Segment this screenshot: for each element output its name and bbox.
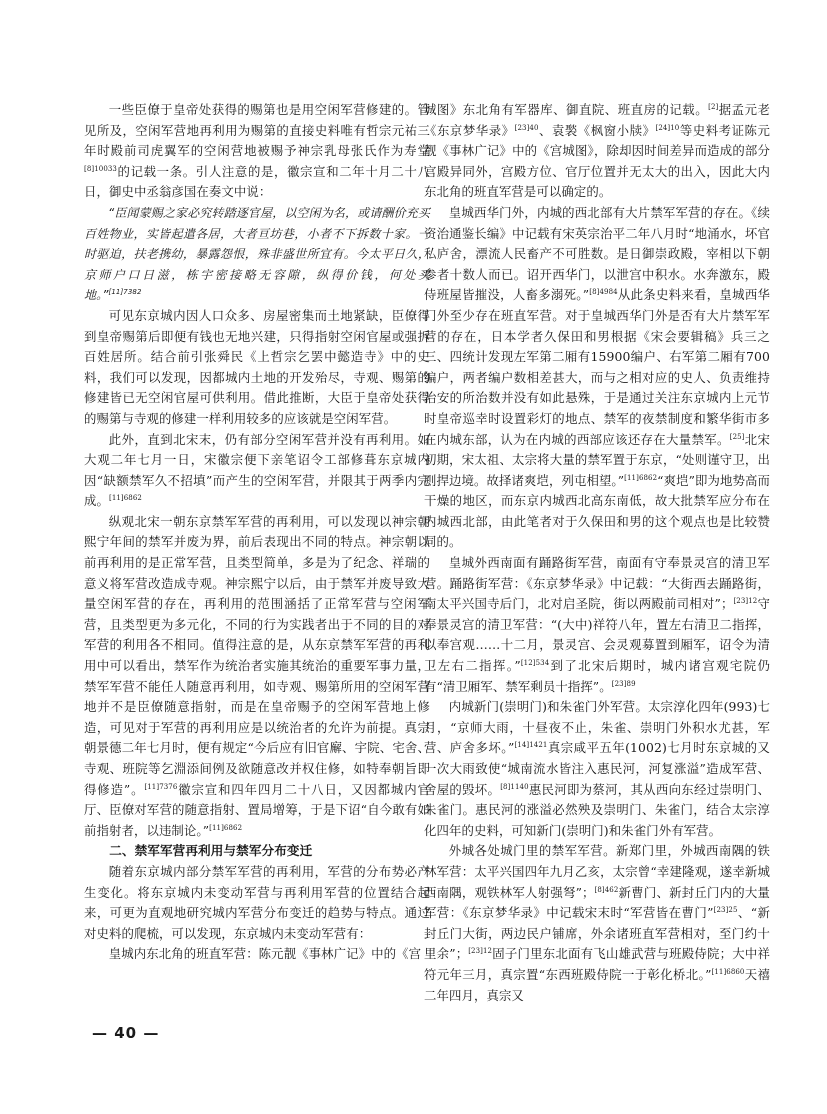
body-text: 守奉景灵宫的清卫军营：“(大中)祥符八年，置左右清卫二指挥，以奉宫观……十二月，景灵宫、会灵观募置到厢军，诏令为清卫左右二指挥。” (424, 596, 770, 674)
block-quote (84, 203, 430, 306)
citation-ref: [11]6862 (624, 473, 658, 482)
body-text: 固子门里东北面有飞山雄武营与班殿侍院；大中祥符元年三月，真宗置“东西班殿侍院一于彰化桥北。” (424, 946, 770, 982)
body-text: 从此条史料来看，皇城西华门外至少存在班直军营。对于皇城西华门外是否有大片禁军军营的存在，日本学者久保田和男根据《宋会要辑稿》兵三之三、四统计发现左军第二厢有15900编户、右军第二厢有700编户，两者编户数相差甚大，而与之相对应的史人、负责维持治安的所治数并没有如此悬殊，于是通过关注东京城内上元节时皇帝巡幸时设置彩灯的地点、禁军的夜禁制度和繁华街市多在内城东部，认为在内城的西部应该还存在大量禁军。 (424, 287, 770, 447)
body-text: 等史料考证陈元靓《事林广记》中的《宫城图》，除却因时间差异而造成的部分宫殿异同外，宫殿方位、官厅位置并无太大的出入，因此大内东北角的班直军营是可以确定的。 (424, 122, 770, 200)
body-text: 、袁褧《枫窗小牍》 (538, 122, 656, 138)
paragraph (424, 100, 770, 203)
body-text: 新曹门、新封丘门内的大量军营：《东京梦华录》中记载宋末时“军营皆在曹门” (424, 884, 770, 921)
citation-ref: [11]7382 (108, 288, 142, 297)
body-text: 外城各处城门里的禁军军营。新郑门里，外城西南隅的铁林军营：太平兴国四年九月乙亥，太宗曾“幸建隆观，遂幸新城西南隅，观铁林军人射强弩”； (424, 843, 770, 900)
paragraph (424, 553, 770, 697)
body-text: 城图》东北角有军器库、御直院、班直房的记载。 (424, 102, 709, 117)
body-text: 真宗咸平五年(1002)七月时东京城的又一次大雨致使“城南流水皆注入惠民河，河复涨溢”造成军营、舍屋的毁坏。 (424, 740, 771, 797)
body-text: 皇城内东北角的班直军营：陈元靓《事林广记》中的《宫 (108, 946, 422, 962)
body-text: 可见东京城内因人口众多、房屋密集而土地紧缺，臣僚得到皇帝赐第后即便有钱也无地兴建，只得指射空闲官屋或强拆百姓居所。结合前引张舜民《上哲宗乞罢中懿造寺》中的史料，我们可以发现，因都城内土地的开发殆尽，寺观、赐第的修建皆已无空闲官屋可供利用。借此推断，大臣于皇帝处获得的赐第与寺观的修建一样利用较多的应该就是空闲军营。 (84, 307, 430, 426)
body-text: 惠民河即为蔡河，其从西向东经过崇明门、朱雀门。惠民河的涨溢必然殃及崇明门、朱雀门，结合太宗淳化四年的史料，可知新门(崇明门)和朱雀门外有军营。 (424, 781, 770, 838)
body-text: 皇城西华门外，内城的西北部有大片禁军军营的存在。《续资治通鉴长编》中记载有宋英宗治平二年八月时“地涌水，坏官私庐舍，漂流人民畜产不可胜数。是日御崇政殿，宰相以下朝参者十数人而已。诏开西华门，以泄宫中积水。水奔激东，殿侍班屋皆摧没，人畜多溺死。” (424, 204, 770, 303)
citation-ref: [25] (729, 432, 745, 441)
citation-ref: [8]4984 (589, 288, 618, 297)
citation-ref: [11]6862 (209, 823, 243, 832)
section-heading (84, 841, 430, 862)
paragraph (424, 203, 770, 553)
paragraph (424, 841, 770, 1006)
citation-ref: [2] (708, 102, 719, 111)
citation-ref: [23]12 (733, 597, 758, 606)
citation-ref: [11]7376 (144, 782, 178, 791)
citation-ref: [12]534 (520, 658, 550, 667)
citation-ref: [8]1140 (500, 782, 529, 791)
body-text: 纵观北宋一朝东京禁军军营的再利用，可以发现以神宗朝熙宁年间的禁军并废为界，前后表现出不同的特点。神宗朝以前再利用的是正常军营，且类型简单，多是为了纪念、祥瑞的意义将军营改造成寺观。神宗熙宁以后，由于禁军并废导致大量空闲军营的存在，再利用的范围涵括了正常军营与空闲军营，且类型更为多元化，不同的行为实践者出于不同的目的对军营的利用各不相同。值得注意的是，从东京禁军军营的再利用中可以看出，禁军作为统治者实施其统治的重要军事力量，禁军军营不能任人随意再利用，如寺观、赐第所用的空闲军营地并不是臣僚随意指射，而是在皇帝赐予的空闲军营地上修造，可见对于军营的再利用应是以统治者的允许为前提。真宗朝景德二年七月时，便有规定“今后应有旧官廨、宇院、宅舍、寺观、班院等乞淵添间例及欲随意改并权住修，如特奉朝旨即得修造”。 (84, 513, 430, 797)
body-text: 、“新封丘门大街，两边民户铺席，外余诸班直军营相对，至门约十里余”； (424, 905, 770, 962)
body-text: 天禧二年四月，真宗又 (424, 966, 770, 1003)
paragraph (84, 306, 430, 430)
citation-ref: [14]1421 (514, 741, 548, 750)
body-text: 二、禁军军营再利用与禁军分布变迁 (109, 843, 313, 859)
body-text: “臣闻蒙赐之家必究转踏逐官屋，以空闲为名，或请酬价充买百姓物业，实皆起遣各居，大者亘坊巷，小者不下拆数十家。一时驱迫，扶老携幼，暴露怨恨，殊非盛世所宜有。今太平日久，京师户口日滋，栋宇密接略无容隙，纵得价钱，何处买地。” (84, 205, 430, 303)
citation-ref: [23]89 (611, 679, 636, 688)
citation-ref: [11]6860 (711, 967, 745, 976)
paragraph (84, 100, 430, 203)
citation-ref: [23]25 (713, 906, 738, 915)
body-text: “爽垲”即为地势高而干燥的地区，而东京内城西北高东南低，故大批禁军应分布在内城西北部，由此笔者对于久保田和男的这个观点也是比较赞同的。 (424, 472, 770, 550)
citation-ref: [24]10 (655, 123, 680, 132)
body-text: 皇城外西南面有踊路街军营，南面有守奉景灵宫的清卫军营。踊路街军营：《东京梦华录》中记载：“大街西去踊路街，南太平兴国寺后门，北对启圣院，街以两殿前司相对”； (424, 555, 770, 612)
paragraph (84, 512, 430, 842)
body-text: 据孟元老《东京梦华录》 (424, 102, 771, 138)
left-column (84, 100, 430, 965)
body-text: 一些臣僚于皇帝处获得的赐第也是用空闲军营修建的。管见所及，空闲军营地再利用为赐第的直接史料唯有哲宗元祐三年时殿前司虎翼军的空闲营地被赐予神宗乳母张氏作为寿堂 (84, 102, 430, 159)
paragraph (84, 944, 430, 965)
citation-ref: [11]6862 (108, 494, 142, 503)
citation-ref: [8]10033 (84, 164, 117, 173)
body-text: 的记载一条。引人注意的是，徽宗宣和二年十月二十八日，御史中丞翁彦国在奏文中说： (84, 163, 430, 200)
right-column (424, 100, 770, 1006)
paragraph (84, 862, 430, 944)
citation-ref: [8]462 (594, 885, 619, 894)
paragraph (424, 697, 770, 841)
body-text: 到了北宋后期时，城内诸宫观宅院仍有“清卫厢军、禁军剩员十指挥”。 (424, 658, 770, 694)
paragraph (84, 430, 430, 512)
body-text: 此外，直到北宋末，仍有部分空闲军营并没有再利用。如大观二年七月一日，宋徽宗便下亲笔诏令工部修葺东京城内因“缺额禁军久不招填”而产生的空闲军营，并限其于两季内完成。 (84, 431, 430, 509)
citation-ref: [23]12 (468, 947, 493, 956)
citation-ref: [23]40 (514, 123, 539, 132)
page-number: — 40 — (92, 1024, 160, 1042)
body-text: 内城新门(崇明门)和朱雀门外军营。太宗淳化四年(993)七月，“京师大雨，十昼夜不止，朱雀、崇明门外积水尤甚，军营、庐舍多坏。” (424, 699, 770, 756)
body-text: 随着东京城内部分禁军军营的再利用，军营的分布势必产生变化。将东京城内未变动军营与再利用军营的位置结合起来，可更为直观地研究城内军营分布变迁的趋势与特点。通过对史料的爬梳，可以发现，东京城内未变动军营有： (84, 863, 430, 941)
body-text: 北宋初期，宋太祖、太宗将大量的禁军置于东京，“处则谨守卫，出则捍边境。故择诸爽垲，列屯相望。” (424, 431, 770, 488)
body-text: 徽宗宣和四年四月二十八日，又因都城内官厅、臣僚对军营的随意指射、置局增筹，于是下诏“自今敢有如前指射者，以违制论。” (84, 781, 430, 838)
